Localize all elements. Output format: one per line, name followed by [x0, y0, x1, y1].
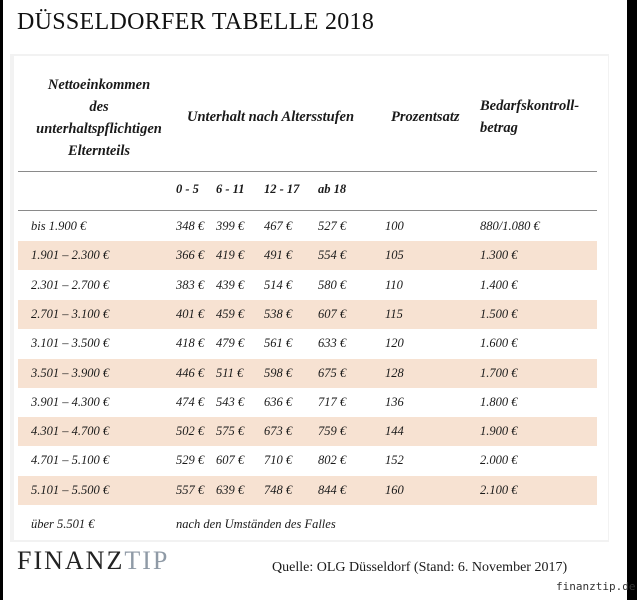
- cell-control: 2.000 €: [480, 453, 518, 468]
- cell-b: 479 €: [216, 336, 245, 351]
- cell-pct: 128: [385, 365, 404, 380]
- cell-income: 2.701 – 3.100 €: [31, 306, 110, 321]
- table-row: [18, 241, 597, 270]
- source-note: Quelle: OLG Düsseldorf (Stand: 6. November 2017): [272, 560, 568, 575]
- cell-pct: 144: [385, 424, 404, 439]
- cell-b: 575 €: [216, 424, 245, 439]
- cell-d: 759 €: [318, 424, 347, 439]
- cell-control: 880/1.080 €: [480, 219, 540, 233]
- header-net-income-line: Nettoeinkommen: [47, 77, 151, 93]
- header-net-income-line: Elternteils: [67, 143, 131, 159]
- cell-pct: 105: [385, 248, 404, 263]
- cell-d: 527 €: [318, 219, 347, 233]
- cell-income: bis 1.900 €: [31, 219, 87, 233]
- cell-pct: 115: [385, 306, 403, 321]
- cell-c: 673 €: [264, 424, 293, 439]
- cell-control: 1.400 €: [480, 277, 518, 292]
- cell-pct: 136: [385, 394, 404, 409]
- age-group-3: ab 18: [318, 182, 347, 196]
- cell-control: 1.600 €: [480, 336, 518, 351]
- cell-control: 1.700 €: [480, 365, 518, 380]
- cell-control: 1.500 €: [480, 306, 518, 321]
- header-control-line: betrag: [480, 120, 518, 136]
- cell-c: 636 €: [264, 394, 293, 409]
- cell-b: 639 €: [216, 482, 245, 497]
- age-group-2: 12 - 17: [264, 182, 300, 196]
- header-net-income: [18, 74, 180, 162]
- cell-b: 419 €: [216, 248, 245, 263]
- cell-control: 1.800 €: [480, 394, 518, 409]
- cell-b: 439 €: [216, 277, 245, 292]
- age-rule: [18, 210, 597, 211]
- header-rule: [18, 171, 597, 172]
- cell-income: 3.501 – 3.900 €: [31, 365, 110, 380]
- cell-d: 675 €: [318, 365, 347, 380]
- table-row: [18, 359, 597, 388]
- header-net-income-line: unterhaltspflichtigen: [36, 121, 162, 137]
- cell-c: 598 €: [264, 365, 293, 380]
- cell-pct: 110: [385, 277, 403, 292]
- cell-pct: 160: [385, 482, 404, 497]
- cell-d: 717 €: [318, 394, 347, 409]
- cell-a: 366 €: [176, 248, 205, 263]
- header-control-amount: [480, 95, 600, 139]
- cell-b: 543 €: [216, 394, 245, 409]
- cell-a: 474 €: [176, 394, 205, 409]
- cell-c: 538 €: [264, 306, 293, 321]
- cell-d: 844 €: [318, 482, 347, 497]
- cell-c: 491 €: [264, 248, 293, 263]
- page-title: DÜSSELDORFER TABELLE 2018: [17, 9, 375, 35]
- cell-d: 554 €: [318, 248, 347, 263]
- table-row: [18, 271, 597, 300]
- cell-control: 1.300 €: [480, 248, 518, 263]
- logo-part-finanz: FINANZ: [17, 546, 125, 575]
- cell-c: 514 €: [264, 277, 293, 292]
- header-control-line: Bedarfskontroll-: [480, 98, 580, 114]
- cell-pct: 100: [385, 219, 404, 233]
- header-net-income-line: des: [89, 99, 109, 115]
- cell-c: 710 €: [264, 453, 293, 468]
- cell-c: 748 €: [264, 482, 293, 497]
- table-row: [18, 329, 597, 358]
- cell-b: 511 €: [216, 365, 244, 380]
- right-border: [627, 0, 637, 600]
- age-group-1: 6 - 11: [216, 182, 245, 196]
- cell-income: 2.301 – 2.700 €: [31, 277, 110, 292]
- cell-a: 502 €: [176, 424, 205, 439]
- last-row-note: nach den Umständen des Falles: [176, 517, 336, 531]
- logo-part-tip: TIP: [124, 546, 170, 575]
- cell-a: 383 €: [176, 277, 205, 292]
- table-row: [18, 476, 597, 505]
- cell-d: 580 €: [318, 277, 347, 292]
- header-percent: Prozentsatz: [391, 109, 460, 125]
- cell-a: 348 €: [176, 219, 205, 233]
- cell-b: 399 €: [216, 219, 245, 233]
- cell-income: 1.901 – 2.300 €: [31, 248, 110, 263]
- cell-d: 607 €: [318, 306, 347, 321]
- cell-income: 5.101 – 5.500 €: [31, 482, 110, 497]
- cell-a: 557 €: [176, 482, 205, 497]
- cell-c: 467 €: [264, 219, 293, 233]
- table-row: [18, 388, 597, 417]
- left-border: [0, 0, 3, 600]
- cell-d: 802 €: [318, 453, 347, 468]
- cell-a: 401 €: [176, 306, 205, 321]
- cell-pct: 152: [385, 453, 404, 468]
- cell-pct: 120: [385, 336, 404, 351]
- cell-a: 418 €: [176, 336, 205, 351]
- table-row: [18, 446, 597, 475]
- finanztip-logo: [17, 546, 169, 576]
- header-maintenance: Unterhalt nach Altersstufen: [187, 109, 355, 125]
- cell-a: 446 €: [176, 365, 205, 380]
- cell-a: 529 €: [176, 453, 205, 468]
- watermark: finanztip.de: [556, 580, 636, 593]
- cell-income: 4.701 – 5.100 €: [31, 453, 110, 468]
- cell-d: 633 €: [318, 336, 347, 351]
- age-group-0: 0 - 5: [176, 182, 199, 196]
- cell-income: 3.101 – 3.500 €: [31, 336, 110, 351]
- cell-income: 4.301 – 4.700 €: [31, 424, 110, 439]
- cell-control: 1.900 €: [480, 424, 518, 439]
- cell-c: 561 €: [264, 336, 293, 351]
- table-row: [18, 212, 597, 241]
- table-row: [18, 417, 597, 446]
- last-row-income: über 5.501 €: [31, 517, 95, 531]
- cell-control: 2.100 €: [480, 482, 518, 497]
- table-row: [18, 300, 597, 329]
- cell-income: 3.901 – 4.300 €: [31, 394, 110, 409]
- cell-b: 607 €: [216, 453, 245, 468]
- cell-b: 459 €: [216, 306, 245, 321]
